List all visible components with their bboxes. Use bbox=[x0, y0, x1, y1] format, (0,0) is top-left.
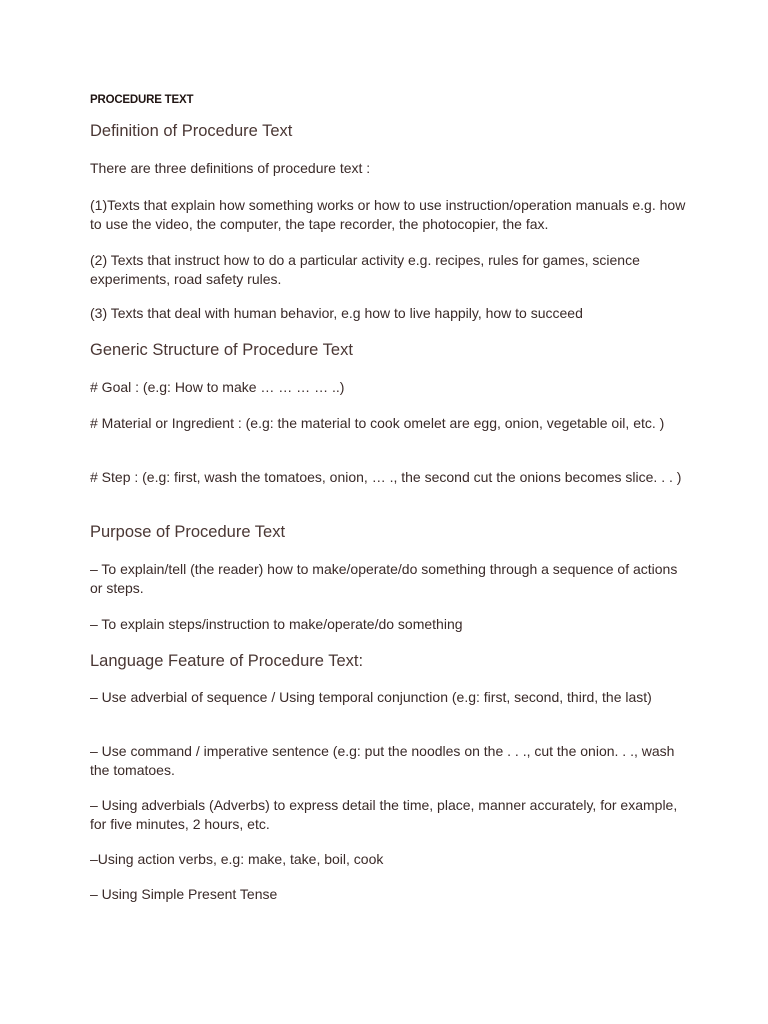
paragraph-definition-3: (3) Texts that deal with human behavior, e.g how to live happily, how to succeed bbox=[90, 305, 583, 321]
paragraph-purpose-1: – To explain/tell (the reader) how to make/operate/do something through a sequence of actions or steps. bbox=[90, 561, 678, 596]
section-heading-generic-structure: Generic Structure of Procedure Text bbox=[90, 341, 353, 359]
paragraph-step: # Step : (e.g: first, wash the tomatoes, onion, … ., the second cut the onions becomes slice. . . ) bbox=[90, 469, 682, 485]
paragraph-feature-5: – Using Simple Present Tense bbox=[90, 886, 278, 902]
paragraph-goal: # Goal : (e.g: How to make … … … … ..) bbox=[90, 379, 345, 395]
section-heading-definition: Definition of Procedure Text bbox=[90, 122, 293, 140]
paragraph-definition-intro: There are three definitions of procedure text : bbox=[90, 160, 371, 176]
paragraph-feature-3: – Using adverbials (Adverbs) to express detail the time, place, manner accurately, for example, for five minutes, 2 hours, etc. bbox=[90, 797, 678, 832]
document-title: PROCEDURE TEXT bbox=[90, 94, 194, 106]
paragraph-feature-1: – Use adverbial of sequence / Using temporal conjunction (e.g: first, second, third, the last) bbox=[90, 689, 652, 705]
section-heading-language-feature: Language Feature of Procedure Text: bbox=[90, 652, 364, 670]
paragraph-feature-4: –Using action verbs, e.g: make, take, boil, cook bbox=[90, 851, 384, 867]
section-heading-purpose: Purpose of Procedure Text bbox=[90, 523, 286, 541]
paragraph-definition-1: (1)Texts that explain how something works or how to use instruction/operation manuals e.g. how to use the video, the computer, the tape recorder, the photocopier, the fax. bbox=[90, 197, 686, 232]
paragraph-material: # Material or Ingredient : (e.g: the material to cook omelet are egg, onion, vegetable oil, etc. ) bbox=[90, 415, 665, 431]
paragraph-definition-2: (2) Texts that instruct how to do a particular activity e.g. recipes, rules for games, science experiments, road safety rules. bbox=[90, 252, 640, 287]
paragraph-feature-2: – Use command / imperative sentence (e.g: put the noodles on the . . ., cut the onion. . ., wash the tomatoes. bbox=[90, 743, 675, 778]
paragraph-purpose-2: – To explain steps/instruction to make/operate/do something bbox=[90, 616, 463, 632]
